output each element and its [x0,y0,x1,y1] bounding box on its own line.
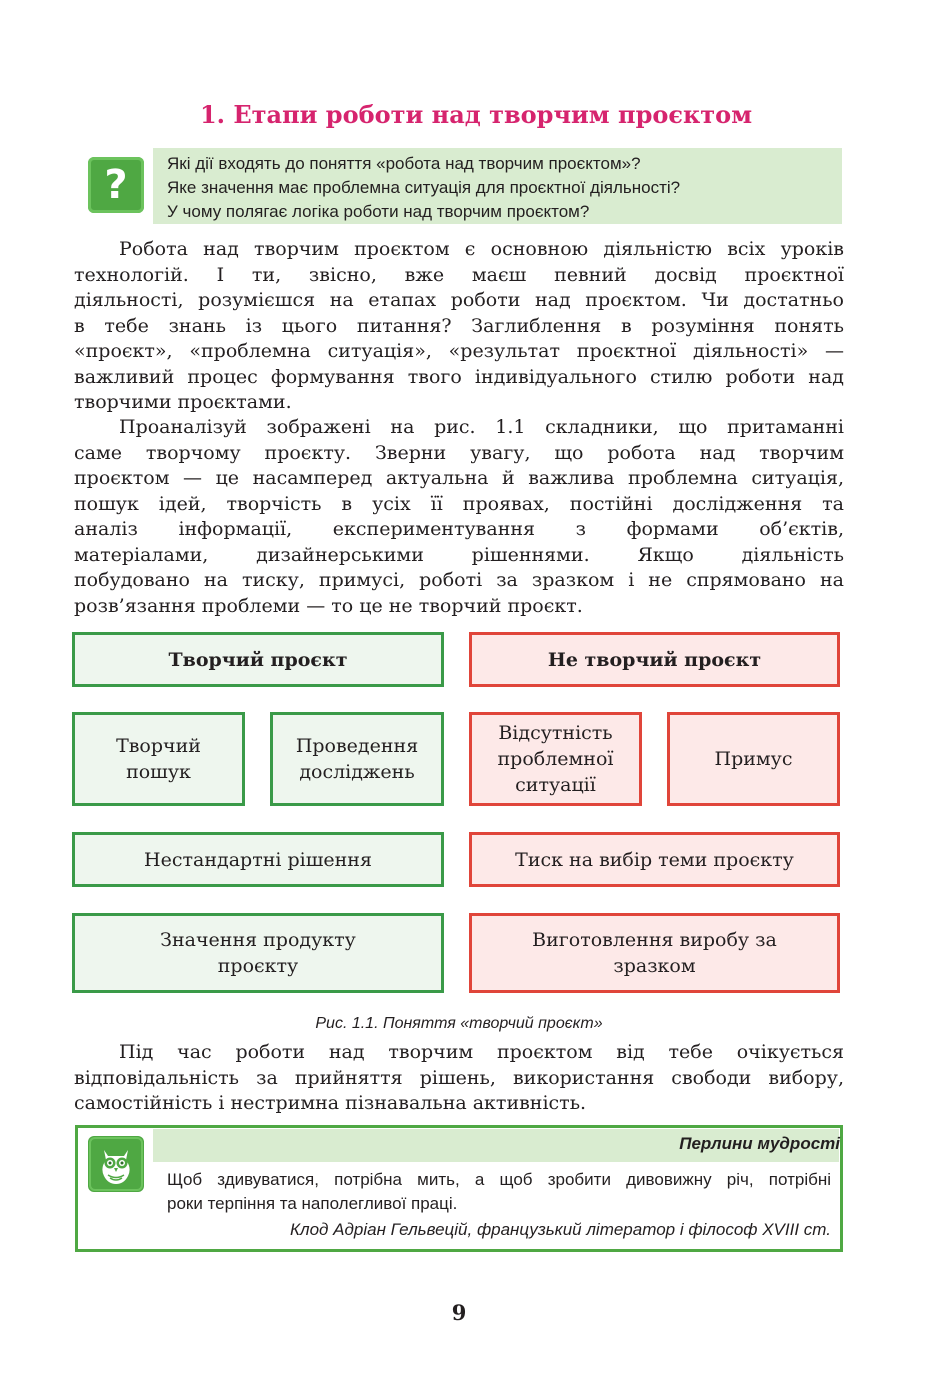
question-line: Яке значення має проблемна ситуація для проєктної діяльності? [167,178,681,197]
text-line: проєктом — це насамперед актуальна й важлива проблемна ситуація, [74,467,844,489]
text-line: відповідальність за прийняття рішень, використання свободи вибору, [74,1066,844,1089]
question-line: У чому полягає логіка роботи над творчим проєктом? [167,202,590,221]
quote-line: Щоб здивуватися, потрібна мить, а щоб зробити дивовижну річ, потрібні [167,1170,831,1189]
text-line: побудовано на тиску, примусі, роботі за зразком і не спрямовано на [74,569,844,591]
template-making-box: Виготовлення виробу за зразком [469,913,840,993]
quote-line: роки терпіння та наполегливої праці. [167,1194,458,1213]
text-line: технологій. І ти, звісно, вже маєш певний досвід проєктної [74,263,844,286]
text-line: саме творчому проєкту. Зверни увагу, що робота над творчим [74,441,844,464]
text-line: «проєкт», «проблемна ситуація», «результат проєктної діяльності» — [74,340,844,362]
section-title: 1. Етапи роботи над творчим проєктом [199,100,753,129]
text-line: важливий процес формування твого індивідуального стилю роботи над [74,365,844,388]
creative-project-header: Творчий проєкт [72,632,444,687]
wisdom-quote [167,1168,831,1216]
creative-search-box: Творчий пошук [72,712,245,806]
no-problem-situation-box: Відсутність проблемної ситуації [469,712,642,806]
paragraph-3 [74,1040,844,1117]
questions-list [167,152,837,224]
owl-icon [88,1136,144,1192]
product-value-box: Значення продукту проєкту [72,913,444,993]
text-line: Робота над творчим проєктом є основною діяльністю всіх уроків [119,238,844,260]
paragraph-1 [74,237,844,416]
text-line: Під час роботи над творчим проєктом від тебе очікується [119,1041,844,1063]
question-mark-icon: ? [88,157,144,213]
figure-caption: Рис. 1.1. Поняття «творчий проєкт» [315,1015,603,1032]
question-line: Які дії входять до поняття «робота над творчим проєктом»? [167,154,641,173]
text-line: самостійність і нестримна пізнавальна активність. [74,1092,587,1114]
non-standard-solutions-box: Нестандартні рішення [72,832,444,887]
text-line: аналіз інформації, експериментування з формами об’єктів, [74,518,844,540]
page-number: 9 [451,1300,467,1325]
text-line: діяльності, розумієшся на етапах роботи над проєктом. Чи достатньо [74,289,844,311]
topic-pressure-box: Тиск на вибір теми проєкту [469,832,840,887]
non-creative-project-header: Не творчий проєкт [469,632,840,687]
quote-author: Клод Адріан Гельвецій, французький літератор і філософ XVIII ст. [290,1220,831,1239]
coercion-box: Примус [667,712,840,806]
paragraph-2 [74,415,844,619]
wisdom-title: Перлини мудрості [679,1134,840,1153]
text-line: творчими проєктами. [74,391,292,413]
research-box: Проведення досліджень [270,712,444,806]
text-line: пошук ідей, творчість в усіх її проявах, постійні дослідження та [74,492,844,515]
text-line: матеріалами, дизайнерськими рішеннями. Якщо діяльність [74,543,844,566]
text-line: Проаналізуй зображені на рис. 1.1 складники, що притаманні [119,416,844,438]
text-line: в тебе знань із цього питання? Заглиблення в розуміння понять [74,314,844,337]
text-line: розв’язання проблеми — то це не творчий проєкт. [74,594,583,617]
